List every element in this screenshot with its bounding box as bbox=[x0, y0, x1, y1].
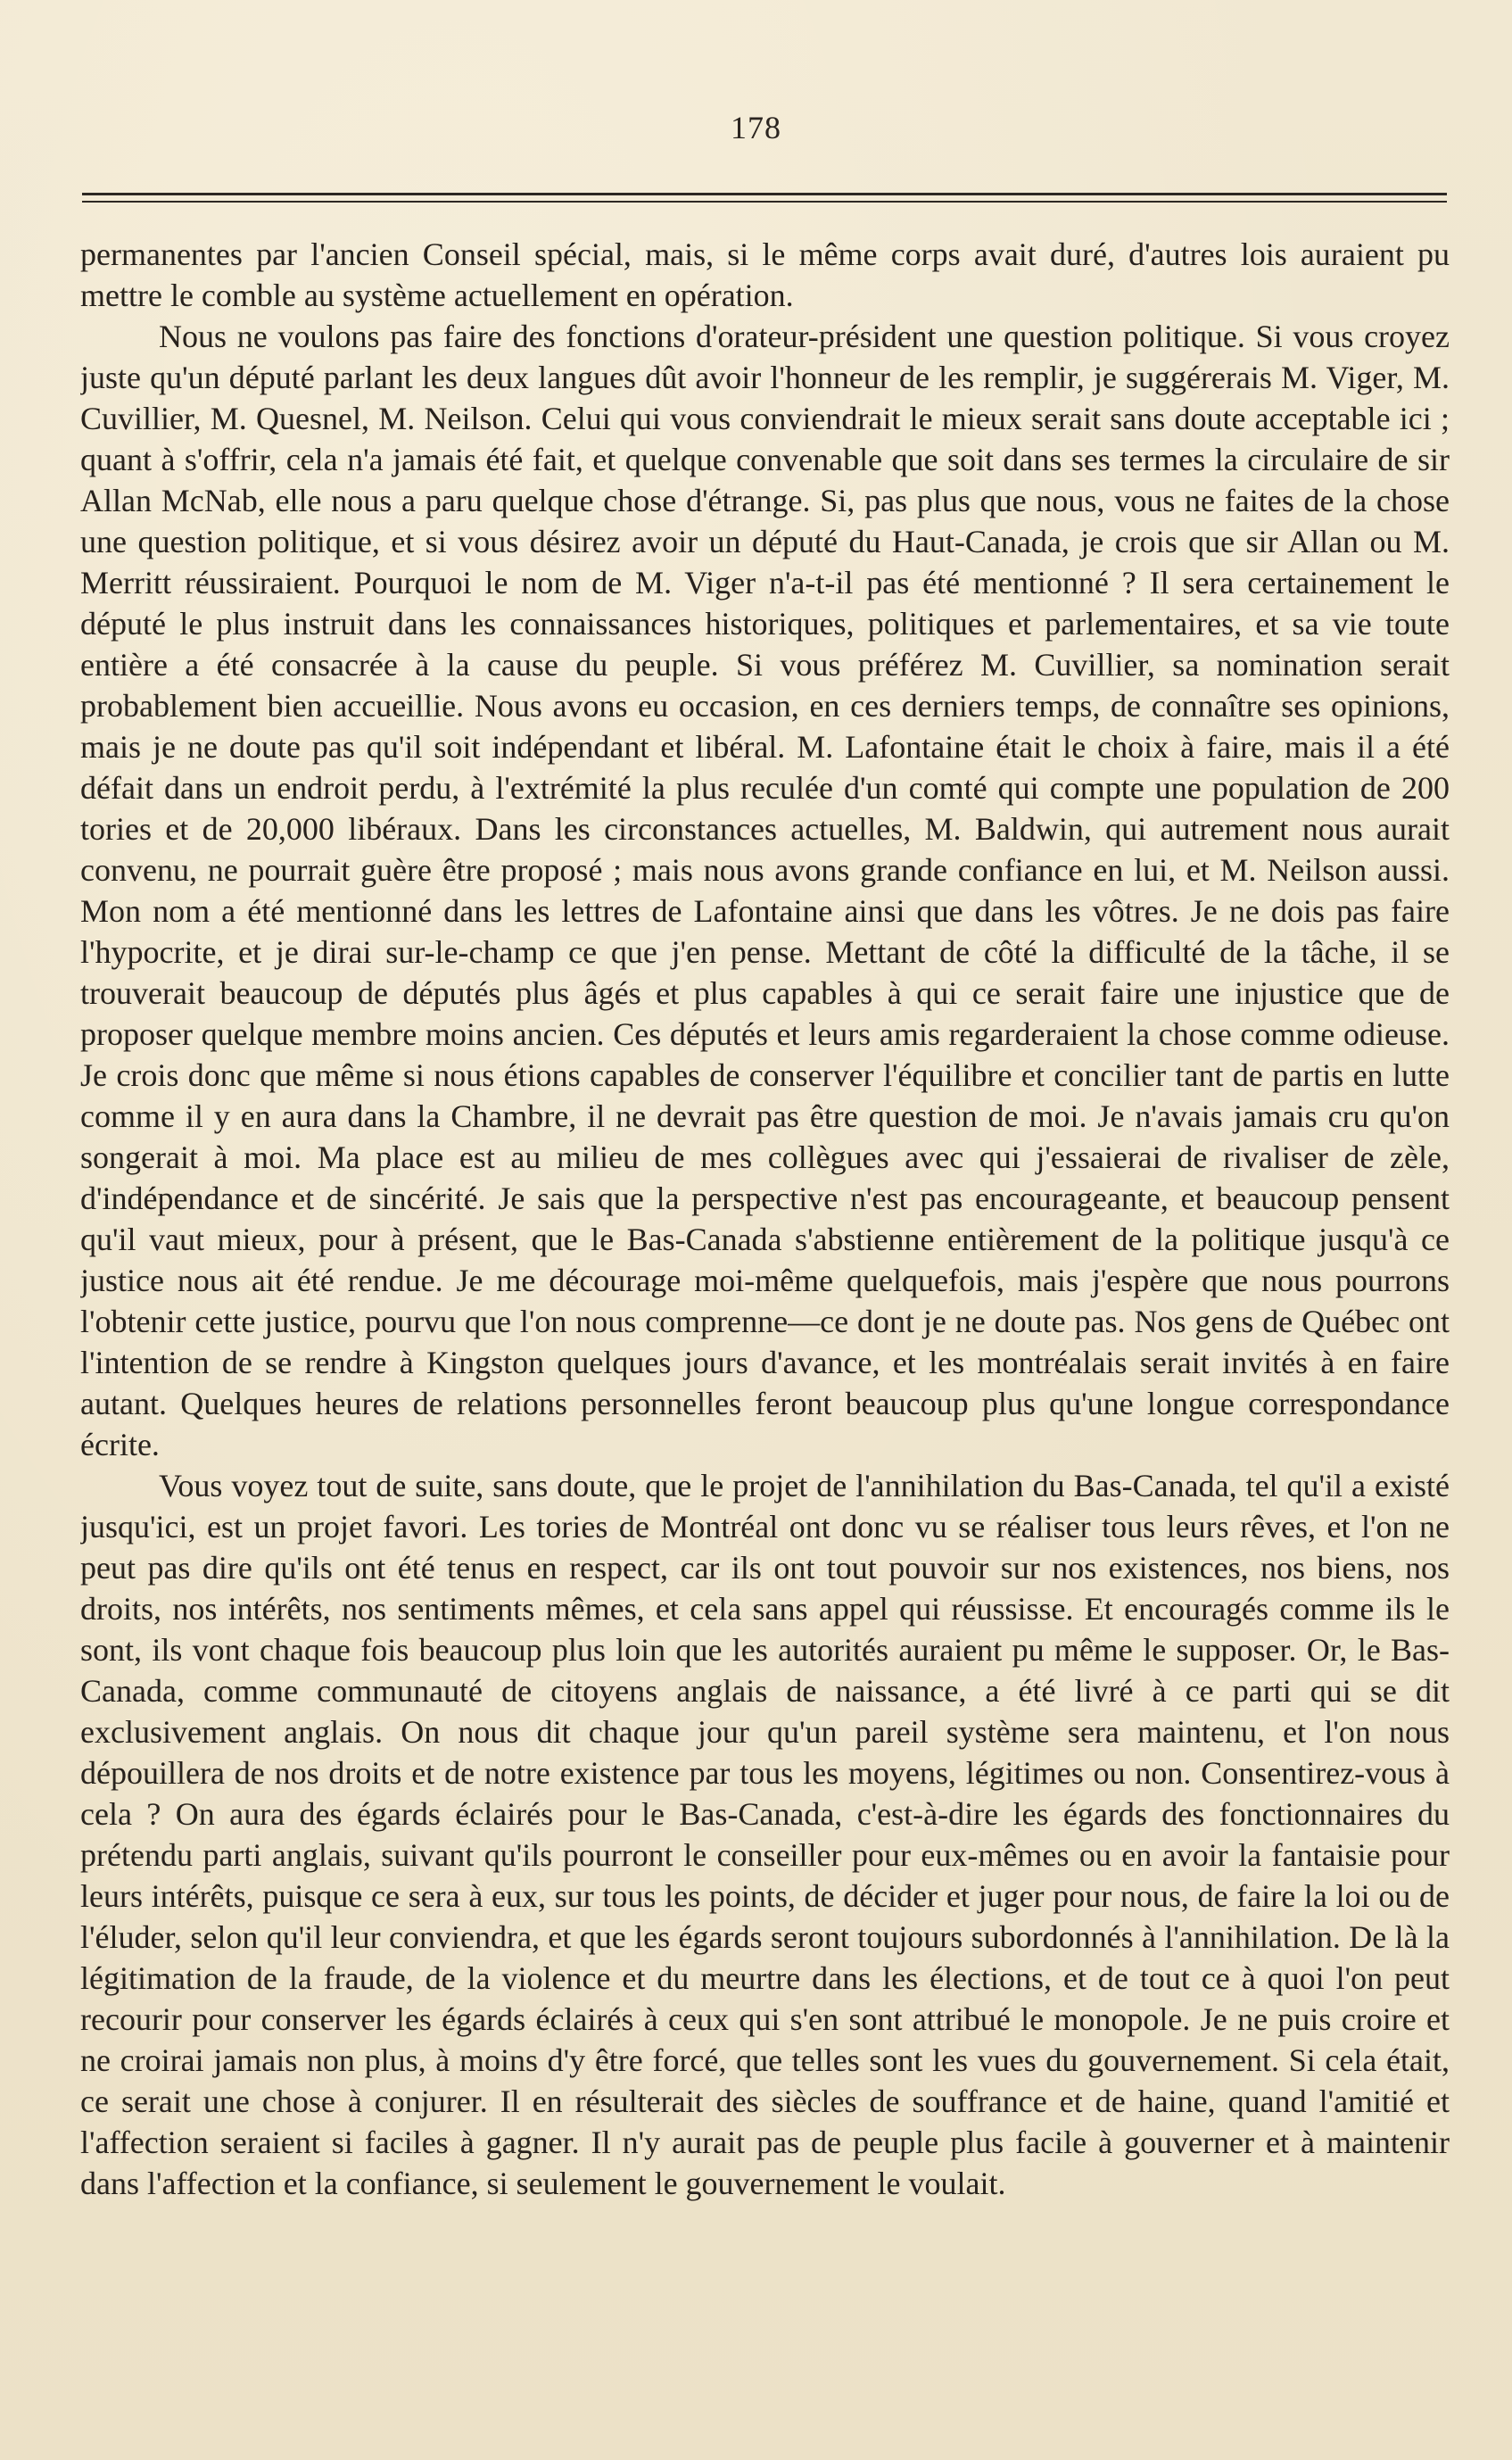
page-number: 178 bbox=[731, 110, 781, 145]
paragraph-annihilation: Vous voyez tout de suite, sans doute, que le projet de l'annihilation du Bas-Canada, tel qu'il a existé jusqu'ici, est un projet favori. Les tories de Montréal ont donc vu se réaliser tous leurs rêves, et l'on ne peut pas dire qu'ils ont été tenus en respect, car ils ont tout pouvoir sur nos existences, nos biens, nos droits, nos intérêts, nos sentiments mêmes, et cela sans appel qui réussisse. Et encouragés comme ils le sont, ils vont chaque fois beaucoup plus loin que les autorités auraient pu même le supposer. Or, le Bas-Canada, comme communauté de citoyens anglais de naissance, a été livré à ce parti qui se dit exclusivement anglais. On nous dit chaque jour qu'un pareil système sera maintenu, et l'on nous dépouillera de nos droits et de notre existence par tous les moyens, légitimes ou non. Consentirez-vous à cela ? On aura des égards éclairés pour le Bas-Canada, c'est-à-dire les égards des fonctionnaires du prétendu parti anglais, suivant qu'ils pourront le conseiller pour eux-mêmes ou en avoir la fantaisie pour leurs intérêts, puisque ce sera à eux, sur tous les points, de décider et juger pour nous, de faire la loi ou de l'éluder, selon qu'il leur conviendra, et que les égards seront toujours subordonnés à l'annihilation. De là la légitimation de la fraude, de la violence et du meurtre dans les élections, et de tout ce à quoi l'on peut recourir pour conserver les égards éclairés à ceux qui s'en sont attribué le monopole. Je ne puis croire et ne croirai jamais non plus, à moins d'y être forcé, que telles sont les vues du gouvernement. Si cela était, ce serait une chose à conjurer. Il en résulterait des siècles de souffrance et de haine, quand l'amitié et l'affection seraient si faciles à gagner. Il n'y aurait pas de peuple plus facile à gouverner et à maintenir dans l'affection et la confiance, si seulement le gouvernement le voulait. bbox=[80, 1468, 1450, 2201]
body-text bbox=[80, 234, 1450, 2411]
header-rule-thick bbox=[82, 193, 1447, 195]
paragraph-continuation: permanentes par l'ancien Conseil spécial, mais, si le même corps avait duré, d'autres lois auraient pu mettre le comble au système actuellement en opération. bbox=[80, 236, 1450, 313]
paragraph-orateur-president: Nous ne voulons pas faire des fonctions d'orateur-président une question politique. Si vous croyez juste qu'un député parlant les deux langues dût avoir l'honneur de les remplir, je suggérerais M. Viger, M. Cuvillier, M. Quesnel, M. Neilson. Celui qui vous conviendrait le mieux serait sans doute acceptable ici ; quant à s'offrir, cela n'a jamais été fait, et quelque convenable que soit dans ses termes la circulaire de sir Allan McNab, elle nous a paru quelque chose d'étrange. Si, pas plus que nous, vous ne faites de la chose une question politique, et si vous désirez avoir un député du Haut-Canada, je crois que sir Allan ou M. Merritt réussiraient. Pourquoi le nom de M. Viger n'a-t-il pas été mentionné ? Il sera certainement le député le plus instruit dans les connaissances historiques, politiques et parlementaires, et sa vie toute entière a été consacrée à la cause du peuple. Si vous préférez M. Cuvillier, sa nomination serait probablement bien accueillie. Nous avons eu occasion, en ces derniers temps, de connaître ses opinions, mais je ne doute pas qu'il soit indépendant et libéral. M. Lafontaine était le choix à faire, mais il a été défait dans un endroit perdu, à l'extrémité la plus reculée d'un comté qui compte une population de 200 tories et de 20,000 libéraux. Dans les circonstances actuelles, M. Baldwin, qui autrement nous aurait convenu, ne pourrait guère être proposé ; mais nous avons grande confiance en lui, et M. Neilson aussi. Mon nom a été mentionné dans les lettres de Lafontaine ainsi que dans les vôtres. Je ne dois pas faire l'hypocrite, et je dirai sur-le-champ ce que j'en pense. Mettant de côté la difficulté de la tâche, il se trouverait beaucoup de députés plus âgés et plus capables à qui ce serait faire une injustice que de proposer quelque membre moins ancien. Ces députés et leurs amis regarderaient la chose comme odieuse. Je crois donc que même si nous étions capables de conserver l'équilibre et concilier tant de partis en lutte comme il y en aura dans la Chambre, il ne devrait pas être question de moi. Je n'avais jamais cru qu'on songerait à moi. Ma place est au milieu de mes collègues avec qui j'essaierai de rivaliser de zèle, d'indépendance et de sincérité. Je sais que la perspective n'est pas encourageante, et beaucoup pensent qu'il vaut mieux, pour à présent, que le Bas-Canada s'abstienne entièrement de la politique jusqu'à ce justice nous ait été rendue. Je me décourage moi-même quelquefois, mais j'espère que nous pourrons l'obtenir cette justice, pourvu que l'on nous comprenne—ce dont je ne doute pas. Nos gens de Québec ont l'intention de se rendre à Kingston quelques jours d'avance, et les montréalais serait invités à en faire autant. Quelques heures de relations personnelles feront beaucoup plus qu'une longue correspondance écrite. bbox=[80, 319, 1450, 1462]
header-rule-thin bbox=[82, 201, 1447, 203]
